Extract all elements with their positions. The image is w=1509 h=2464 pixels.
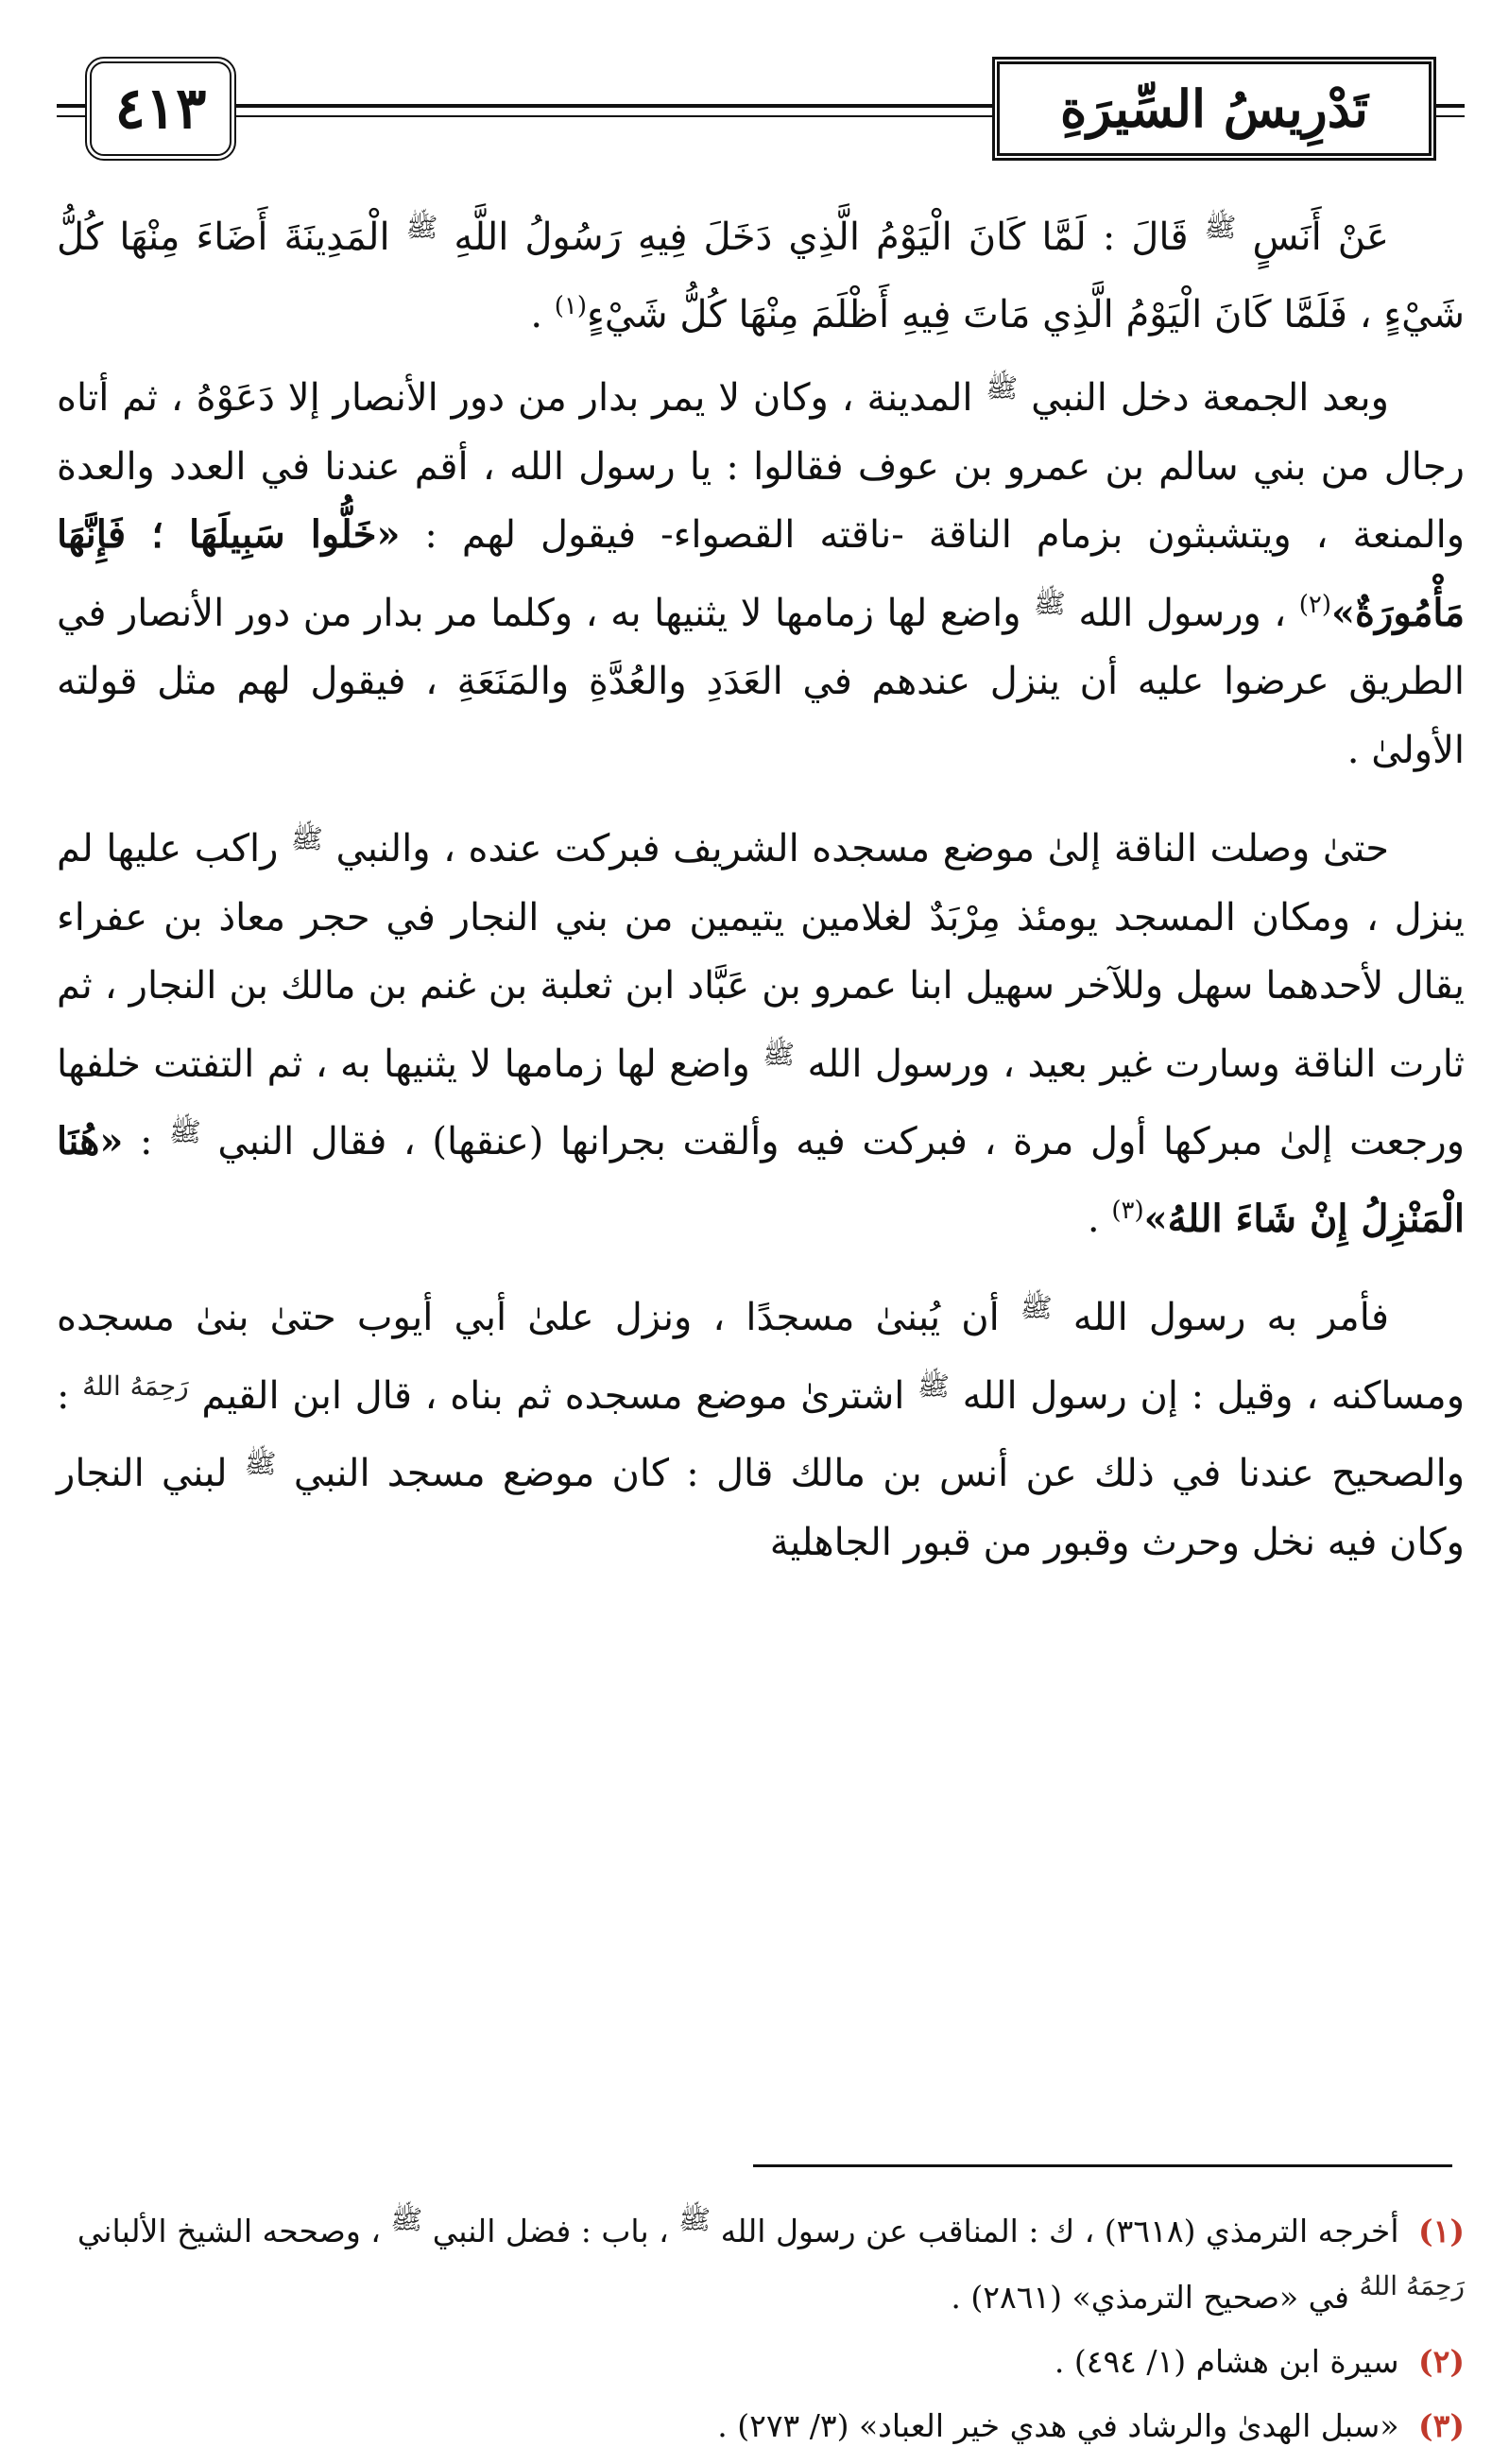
footnote-2: (٢) سيرة ابن هشام (١/ ٤٩٤) . <box>1054 2343 1465 2380</box>
footnote-ref-1: (١) <box>554 291 588 320</box>
running-title: تَدْرِيسُ السِّيرَةِ <box>992 57 1436 161</box>
salutation-mark: ﷺ <box>291 823 323 854</box>
prophetic-quote: «خَلُّوا سَبِيلَهَا ؛ فَإِنَّهَا مَأْمُورَةٌ» <box>57 512 1466 635</box>
salutation-mark: ﷺ <box>390 2204 423 2235</box>
footnote-separator <box>753 2164 1452 2167</box>
footnote-number: (١) <box>1418 2213 1465 2249</box>
prophetic-quote: «هُنَا الْمَنْزِلُ إِنْ شَاءَ اللهُ» <box>57 1119 1465 1241</box>
paragraph-1: عَنْ أَنَسٍ $^ﷺ$ قَالَ : لَمَّا كَانَ الْيَوْمُ الَّذِي دَخَلَ فِيهِ رَسُولُ اللَّهِ $^ﷺ$ الْمَدِينَةَ أَضَاءَ مِنْهَا كُلُّ شَيْءٍ ، فَلَمَّا كَانَ الْيَوْمُ الَّذِي مَاتَ فِيهِ أَظْلَمَ مِنْهَا كُلُّ شَيْءٍ$^{(١)}$ . <box>57 212 1465 336</box>
footnote-3: (٣) «سبل الهدىٰ والرشاد في هدي خير العباد» (٣/ ٢٧٣) . <box>717 2407 1465 2444</box>
page-header <box>57 57 1465 161</box>
honorific-mark: رَحِمَهُ اللهُ <box>82 1370 189 1402</box>
body-text <box>57 194 1465 1597</box>
salutation-mark: ﷺ <box>405 212 438 243</box>
salutation-mark: ﷺ <box>917 1370 950 1402</box>
salutation-mark: ﷺ <box>986 372 1019 404</box>
salutation-mark: ﷺ <box>1020 1292 1053 1323</box>
salutation-mark: ﷺ <box>763 1038 796 1070</box>
salutation-mark: ﷺ <box>169 1116 201 1147</box>
salutation-mark: ﷺ <box>244 1448 277 1479</box>
paragraph-4: فأمر به رسول الله $^ﷺ$ أن يُبنىٰ مسجدًا ، ونزل علىٰ أبي أيوب حتىٰ بنىٰ مسجده ومساكنه ، وقيل : إن رسول الله $^ﷺ$ اشترىٰ موضع مسجده ثم بناه ، قال ابن القيم $^{رَحِمَهُ اللهُ}$ : والصحيح عندنا في ذلك عن أنس بن مالك قال : كان موضع مسجد النبي $^ﷺ$ لبني النجار وكان فيه نخل وحرث وقبور من قبور الجاهلية <box>57 1292 1466 1564</box>
page-number: ٤١٣ <box>85 57 236 161</box>
honorific-mark: رَحِمَهُ اللهُ <box>1359 2270 1465 2301</box>
salutation-mark: ﷺ <box>678 2204 712 2235</box>
footnote-number: (٣) <box>1418 2407 1465 2444</box>
footnote-ref-3: (٣) <box>1111 1196 1144 1225</box>
footnote-1: (١) أخرجه الترمذي (٣٦١٨) ، ك : المناقب عن رسول الله $^ﷺ$ ، باب : فضل النبي $^ﷺ$ ، وصححه الشيخ الألباني $^{رَحِمَهُ اللهُ}$ في «صحيح الترمذي» (٢٨٦١) . <box>77 2204 1465 2316</box>
paragraph-3: حتىٰ وصلت الناقة إلىٰ موضع مسجده الشريف فبركت عنده ، والنبي $^ﷺ$ راكب عليها لم ينزل ، ومكان المسجد يومئذ مِرْبَدٌ لغلامين يتيمين من بني النجار في حجر معاذ بن عفراء يقال لأحدهما سهل وللآخر سهيل ابنا عمرو بن عَبَّاد ابن ثعلبة بن غنم بن مالك بن النجار ، ثم ثارت الناقة وسارت غير بعيد ، ورسول الله $^ﷺ$ واضع لها زمامها لا يثنيها به ، ثم التفتت خلفها ورجعت إلىٰ مبركها أول مرة ، فبركت فيه وألقت بجرانها (عنقها) ، فقال النبي $^ﷺ$ : «هُنَا الْمَنْزِلُ إِنْ شَاءَ اللهُ»$^{(٣)}$ . <box>57 823 1466 1241</box>
honorific-mark: ﷺ <box>1204 212 1237 243</box>
footnotes <box>57 2193 1465 2463</box>
footnote-number: (٢) <box>1418 2343 1465 2380</box>
salutation-mark: ﷺ <box>1034 587 1066 619</box>
paragraph-2: وبعد الجمعة دخل النبي $^ﷺ$ المدينة ، وكان لا يمر بدار من دور الأنصار إلا دَعَوْهُ ، ثم أتاه رجال من بني سالم بن عمرو بن عوف فقالوا : يا رسول الله ، أقم عندنا في العدد والعدة والمنعة ، ويتشبثون بزمام الناقة -ناقته القصواء- فيقول لهم : «خَلُّوا سَبِيلَهَا ؛ فَإِنَّهَا مَأْمُورَةٌ»$^{(٢)}$ ، ورسول الله $^ﷺ$ واضع لها زمامها لا يثنيها به ، وكلما مر بدار من دور الأنصار في الطريق عرضوا عليه أن ينزل عندهم في العَدَدِ والعُدَّةِ والمَنَعَةِ ، فيقول لهم مثل قولته الأولىٰ . <box>57 372 1466 772</box>
footnote-ref-2: (٢) <box>1298 590 1332 619</box>
